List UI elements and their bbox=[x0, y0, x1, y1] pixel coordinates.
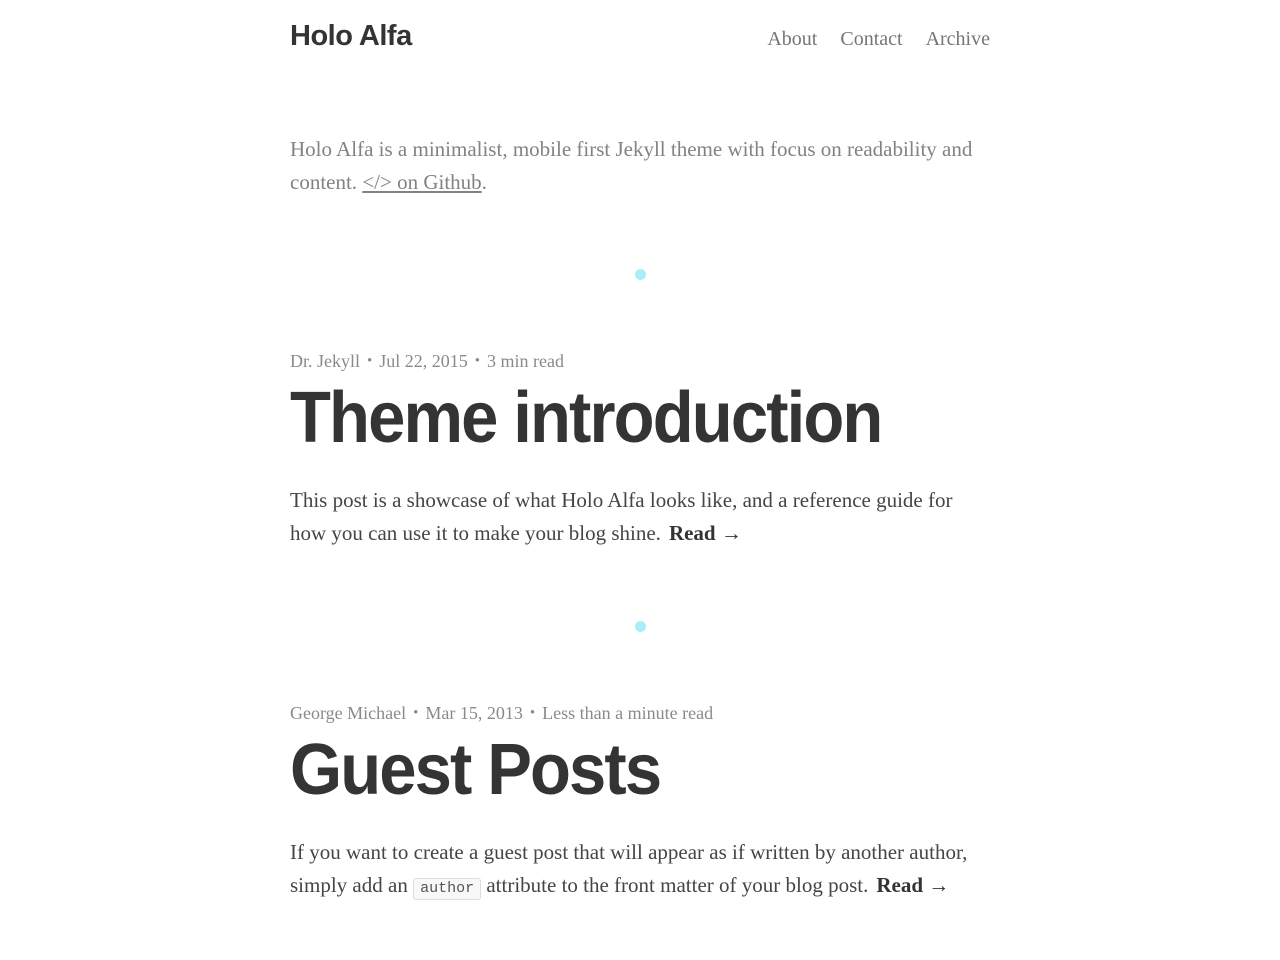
post-title-link[interactable]: Theme introduction bbox=[290, 377, 882, 458]
site-title-link[interactable]: Holo Alfa bbox=[290, 20, 412, 52]
meta-separator-dot: • bbox=[474, 353, 481, 370]
site-description bbox=[290, 133, 990, 199]
content-column bbox=[290, 0, 990, 903]
post-item bbox=[290, 702, 990, 903]
nav-link-archive[interactable]: Archive bbox=[925, 28, 990, 50]
site-header bbox=[290, 20, 990, 53]
post-read-time: Less than a minute read bbox=[542, 703, 714, 724]
post-author: George Michael bbox=[290, 703, 407, 724]
post-title-link[interactable]: Guest Posts bbox=[290, 729, 661, 810]
post-meta bbox=[290, 350, 990, 374]
main-nav bbox=[767, 28, 990, 51]
meta-separator-dot: • bbox=[529, 705, 536, 722]
meta-separator-dot: • bbox=[413, 705, 419, 722]
post-excerpt-text: If you want to create a guest post that will appear as if written by another author, simply add an bbox=[290, 839, 968, 898]
github-link[interactable]: </> on Github bbox=[362, 170, 482, 195]
nav-link-contact[interactable]: Contact bbox=[840, 28, 903, 50]
post-date: Jul 22, 2015 bbox=[379, 351, 468, 372]
site-description-text: Holo Alfa is a minimalist, mobile first Jekyll theme with focus on readability and content. bbox=[290, 137, 973, 195]
meta-separator-dot: • bbox=[367, 353, 373, 370]
post-date: Mar 15, 2013 bbox=[425, 703, 523, 724]
read-more-link[interactable]: Read → bbox=[876, 873, 950, 898]
post-read-time: 3 min read bbox=[487, 351, 565, 372]
post-item bbox=[290, 350, 990, 551]
post-meta bbox=[290, 702, 990, 726]
post-excerpt bbox=[290, 484, 990, 551]
post-author: Dr. Jekyll bbox=[290, 351, 360, 372]
inline-code: author bbox=[413, 878, 481, 900]
post-excerpt-text: attribute to the front matter of your blog post. bbox=[481, 873, 869, 898]
post-excerpt bbox=[290, 836, 990, 903]
section-divider-dot bbox=[635, 269, 646, 280]
read-more-link[interactable]: Read → bbox=[668, 521, 742, 546]
post-excerpt-text: This post is a showcase of what Holo Alfa looks like, and a reference guide for how you can use it to make your blog shine. bbox=[290, 487, 953, 546]
site-description-period: . bbox=[481, 170, 487, 195]
nav-link-about[interactable]: About bbox=[767, 28, 818, 50]
section-divider-dot bbox=[635, 621, 646, 632]
